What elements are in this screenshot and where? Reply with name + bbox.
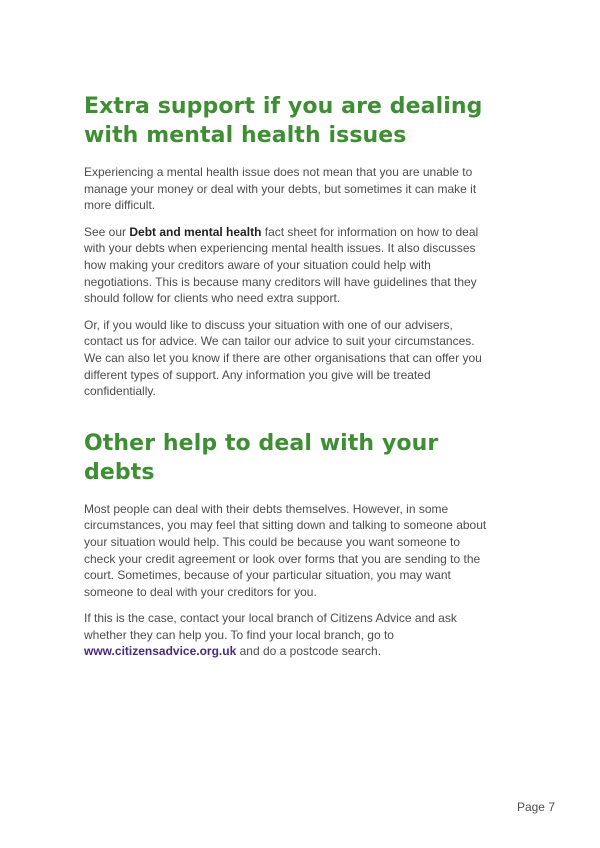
- page-number: Page 7: [516, 800, 555, 814]
- paragraph-text: fact sheet for information on how to deal with your debts when experiencing mental health issues. It also discusses how making your creditors aware of your situation could help with negotiations. This is because many creditors will have guidelines that they should follow for clients who need extra support.: [84, 224, 479, 306]
- section-body-mental-health: [84, 164, 494, 400]
- paragraph: Most people can deal with their debts themselves. However, in some circumstances, you may feel that sitting down and talking to someone about your situation would help. This could be because you want someone to check your credit agreement or look over forms that you are sending to the court. Sometimes, because of your particular situation, you may want someone to deal with your creditors for you.: [84, 501, 487, 599]
- paragraph: [84, 224, 494, 307]
- fact-sheet-title: Debt and mental health: [129, 224, 262, 239]
- paragraph: Or, if you would like to discuss your situation with one of our advisers, contact us for advice. We can tailor our advice to suit your circumstances. We can also let you know if there are other organisations that can offer you different types of support. Any information you give will be treated confidentially.: [84, 317, 482, 399]
- paragraph-text: If this is the case, contact your local branch of Citizens Advice and ask whether they can help you. To find your local branch, go to: [84, 611, 457, 642]
- document-page: [84, 92, 494, 660]
- section-heading-other-help: Other help to deal with your debts: [84, 430, 439, 485]
- section-heading-mental-health: Extra support if you are dealing with mental health issues: [84, 94, 483, 148]
- section-body-other-help: [84, 501, 494, 660]
- paragraph: [84, 610, 494, 660]
- paragraph-text: See our: [84, 224, 130, 239]
- paragraph: Experiencing a mental health issue does not mean that you are unable to manage your money or deal with your debts, but sometimes it can make it more difficult.: [84, 165, 477, 213]
- citizens-advice-link[interactable]: www.citizensadvice.org.uk: [84, 644, 237, 659]
- paragraph-text: and do a postcode search.: [236, 644, 382, 659]
